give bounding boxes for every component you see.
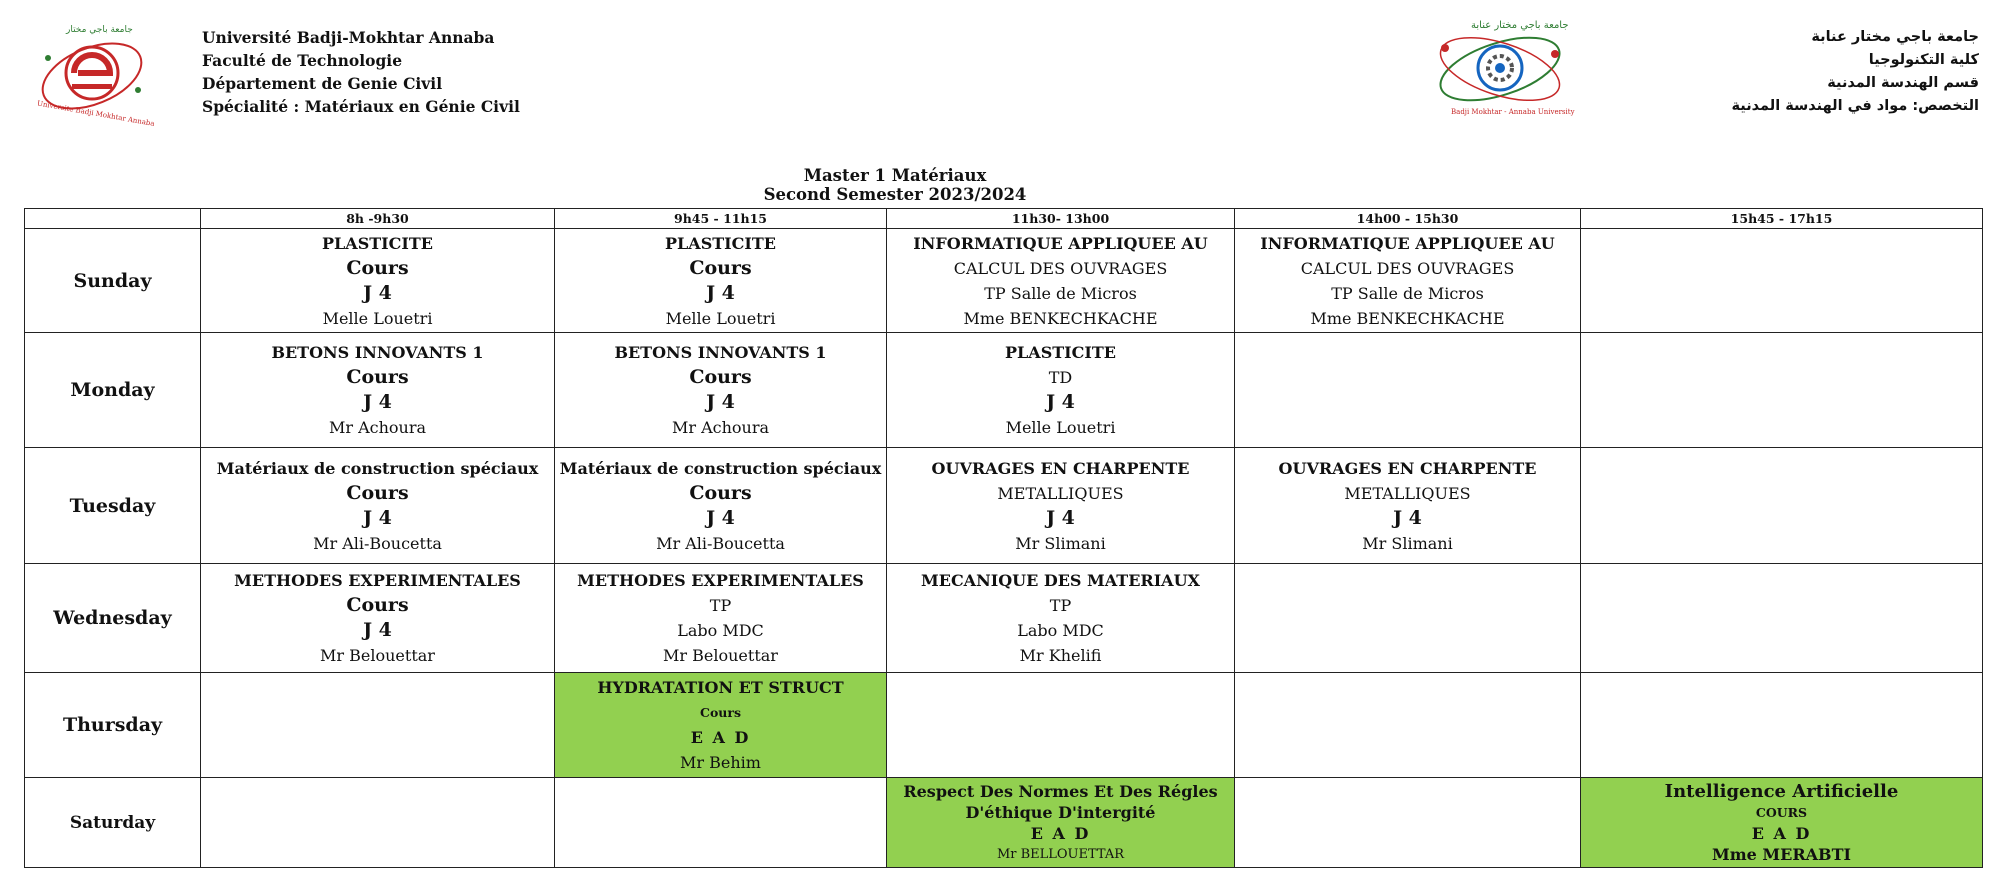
schedule-title: Master 1 Matériaux xyxy=(803,166,987,185)
session-cell xyxy=(887,448,1235,564)
session-type: Cours xyxy=(346,594,409,616)
course-name: MECANIQUE DES MATERIAUX xyxy=(921,571,1200,590)
course-name: INFORMATIQUE APPLIQUEE AU xyxy=(913,233,1208,253)
session-cell xyxy=(887,333,1235,448)
teacher: Mr Belouettar xyxy=(320,646,435,665)
time-slot-3: 11h30- 13h00 xyxy=(887,209,1235,229)
course-name: PLASTICITE xyxy=(665,233,776,253)
session-type: Cours xyxy=(689,366,752,388)
room: J 4 xyxy=(363,281,392,304)
time-slot-2: 9h45 - 11h15 xyxy=(555,209,887,229)
day-row-tuesday xyxy=(25,448,1983,564)
session-cell xyxy=(201,333,555,448)
teacher: Mme BENKECHKACHE xyxy=(963,308,1158,328)
session-type: Cours xyxy=(346,481,409,504)
session-cell xyxy=(887,229,1235,333)
teacher: Mme MERABTI xyxy=(1712,844,1851,864)
session-cell xyxy=(555,448,887,564)
empty-cell xyxy=(887,673,1235,778)
department-name: Département de Genie Civil xyxy=(202,74,443,93)
faculty-name-ar: كلية التكنولوجيا xyxy=(1868,52,1979,68)
session-cell xyxy=(1235,229,1581,333)
session-type: Cours xyxy=(346,256,409,279)
room: J 4 xyxy=(1393,506,1422,529)
faculty-name: Faculté de Technologie xyxy=(202,51,403,70)
university-logo-left xyxy=(26,18,156,128)
teacher: Mr BELLOUETTAR xyxy=(996,846,1125,862)
timetable xyxy=(24,208,1983,868)
session-type: Cours xyxy=(700,705,741,720)
session-cell-highlighted xyxy=(1581,778,1983,868)
teacher: Mr Achoura xyxy=(671,418,770,437)
department-name-ar: قسم الهندسة المدنية xyxy=(1827,75,1979,91)
time-slot-5: 15h45 - 17h15 xyxy=(1581,209,1983,229)
room: E A D xyxy=(690,728,751,747)
teacher: Melle Louetri xyxy=(322,308,433,328)
session-cell-highlighted xyxy=(555,673,887,778)
course-name: HYDRATATION ET STRUCT xyxy=(597,678,844,697)
teacher: Mr Slimani xyxy=(1015,533,1106,553)
room: TP Salle de Micros xyxy=(984,283,1137,303)
room: Labo MDC xyxy=(1017,621,1104,640)
course-name: Matériaux de construction spéciaux xyxy=(216,458,539,478)
session-type: COURS xyxy=(1755,804,1808,820)
svg-text:Badji Mokhtar - Annaba Univers: Badji Mokhtar - Annaba University xyxy=(1451,108,1575,116)
day-row-wednesday xyxy=(25,564,1983,673)
teacher: Mr Belouettar xyxy=(663,646,778,665)
specialty-name-ar: التخصص: مواد في الهندسة المدنية xyxy=(1731,98,1979,114)
empty-cell xyxy=(201,673,555,778)
session-cell xyxy=(555,333,887,448)
session-type: Cours xyxy=(689,481,752,504)
room: J 4 xyxy=(363,506,392,529)
svg-text:جامعة باجي مختار عنابة: جامعة باجي مختار عنابة xyxy=(1471,20,1569,31)
session-cell xyxy=(201,448,555,564)
room: J 4 xyxy=(363,391,392,413)
empty-cell xyxy=(1235,564,1581,673)
day-label: Thursday xyxy=(25,673,201,778)
room: Labo MDC xyxy=(677,621,764,640)
university-logo-right xyxy=(1425,14,1575,124)
room: J 4 xyxy=(1046,506,1075,529)
course-name: INFORMATIQUE APPLIQUEE AU xyxy=(1260,233,1555,253)
room: E A D xyxy=(1030,823,1091,843)
course-name: OUVRAGES EN CHARPENTE xyxy=(1278,458,1537,478)
teacher: Mr Ali-Boucetta xyxy=(313,533,442,553)
university-header-fr xyxy=(202,26,520,118)
room: J 4 xyxy=(706,391,735,413)
course-name-cont: CALCUL DES OUVRAGES xyxy=(953,258,1168,278)
teacher: Melle Louetri xyxy=(665,308,776,328)
university-name: Université Badji-Mokhtar Annaba xyxy=(202,28,495,47)
empty-cell xyxy=(1581,333,1983,448)
teacher: Mme BENKECHKACHE xyxy=(1310,308,1505,328)
empty-cell xyxy=(201,778,555,868)
schedule-subtitle: Second Semester 2023/2024 xyxy=(763,185,1027,204)
empty-cell xyxy=(1235,673,1581,778)
day-label: Wednesday xyxy=(25,564,201,673)
time-slot-4: 14h00 - 15h30 xyxy=(1235,209,1581,229)
empty-cell xyxy=(1581,229,1983,333)
day-label: Monday xyxy=(25,333,201,448)
course-name: Intelligence Artificielle xyxy=(1664,780,1899,802)
day-row-saturday xyxy=(25,778,1983,868)
course-name-cont: METALLIQUES xyxy=(1344,483,1471,503)
day-row-thursday xyxy=(25,673,1983,778)
schedule-titles xyxy=(0,166,1790,204)
university-name-ar: جامعة باجي مختار عنابة xyxy=(1811,29,1979,45)
empty-cell xyxy=(1581,673,1983,778)
day-label: Tuesday xyxy=(25,448,201,564)
session-type: TP xyxy=(709,596,732,615)
day-row-monday xyxy=(25,333,1983,448)
course-name: Matériaux de construction spéciaux xyxy=(559,458,882,478)
course-name: PLASTICITE xyxy=(322,233,433,253)
teacher: Mr Slimani xyxy=(1362,533,1453,553)
session-cell xyxy=(555,229,887,333)
teacher: Mr Khelifi xyxy=(1019,646,1102,665)
room: J 4 xyxy=(706,281,735,304)
session-type: TD xyxy=(1048,368,1073,387)
empty-cell xyxy=(1235,333,1581,448)
room: J 4 xyxy=(706,506,735,529)
specialty-name: Spécialité : Matériaux en Génie Civil xyxy=(202,97,520,116)
time-slot-1: 8h -9h30 xyxy=(201,209,555,229)
course-name: PLASTICITE xyxy=(1005,343,1116,362)
course-name: Respect Des Normes Et Des Régles xyxy=(903,781,1218,801)
session-type: Cours xyxy=(346,366,409,388)
empty-cell xyxy=(1581,564,1983,673)
room: J 4 xyxy=(363,619,392,641)
session-cell xyxy=(1235,448,1581,564)
session-cell-highlighted xyxy=(887,778,1235,868)
empty-cell xyxy=(555,778,887,868)
svg-text:جامعة باجي مختار: جامعة باجي مختار xyxy=(66,25,133,35)
teacher: Mr Behim xyxy=(680,753,761,772)
course-name: OUVRAGES EN CHARPENTE xyxy=(931,458,1190,478)
corner-cell xyxy=(25,209,201,229)
empty-cell xyxy=(1581,448,1983,564)
session-cell xyxy=(887,564,1235,673)
session-cell xyxy=(201,564,555,673)
course-name: METHODES EXPERIMENTALES xyxy=(577,571,864,590)
teacher: Melle Louetri xyxy=(1005,418,1116,437)
room: J 4 xyxy=(1046,391,1075,413)
course-name: BETONS INNOVANTS 1 xyxy=(271,343,484,362)
empty-cell xyxy=(1235,778,1581,868)
course-name-cont: METALLIQUES xyxy=(997,483,1124,503)
university-header-ar xyxy=(1732,26,1980,118)
course-name: BETONS INNOVANTS 1 xyxy=(614,343,827,362)
time-header-row xyxy=(25,209,1983,229)
course-name-cont: CALCUL DES OUVRAGES xyxy=(1300,258,1515,278)
teacher: Mr Achoura xyxy=(328,418,427,437)
svg-text:Universite Badji Mokhtar Annab: Universite Badji Mokhtar Annaba xyxy=(36,99,156,128)
teacher: Mr Ali-Boucetta xyxy=(656,533,785,553)
day-label: Saturday xyxy=(25,778,201,868)
course-name-cont: D'éthique D'intergité xyxy=(965,802,1156,822)
course-name: METHODES EXPERIMENTALES xyxy=(234,571,521,590)
room: E A D xyxy=(1751,823,1812,843)
day-row-sunday xyxy=(25,229,1983,333)
session-cell xyxy=(555,564,887,673)
session-type: TP xyxy=(1049,596,1072,615)
session-cell xyxy=(201,229,555,333)
day-label: Sunday xyxy=(25,229,201,333)
session-type: Cours xyxy=(689,256,752,279)
room: TP Salle de Micros xyxy=(1331,283,1484,303)
